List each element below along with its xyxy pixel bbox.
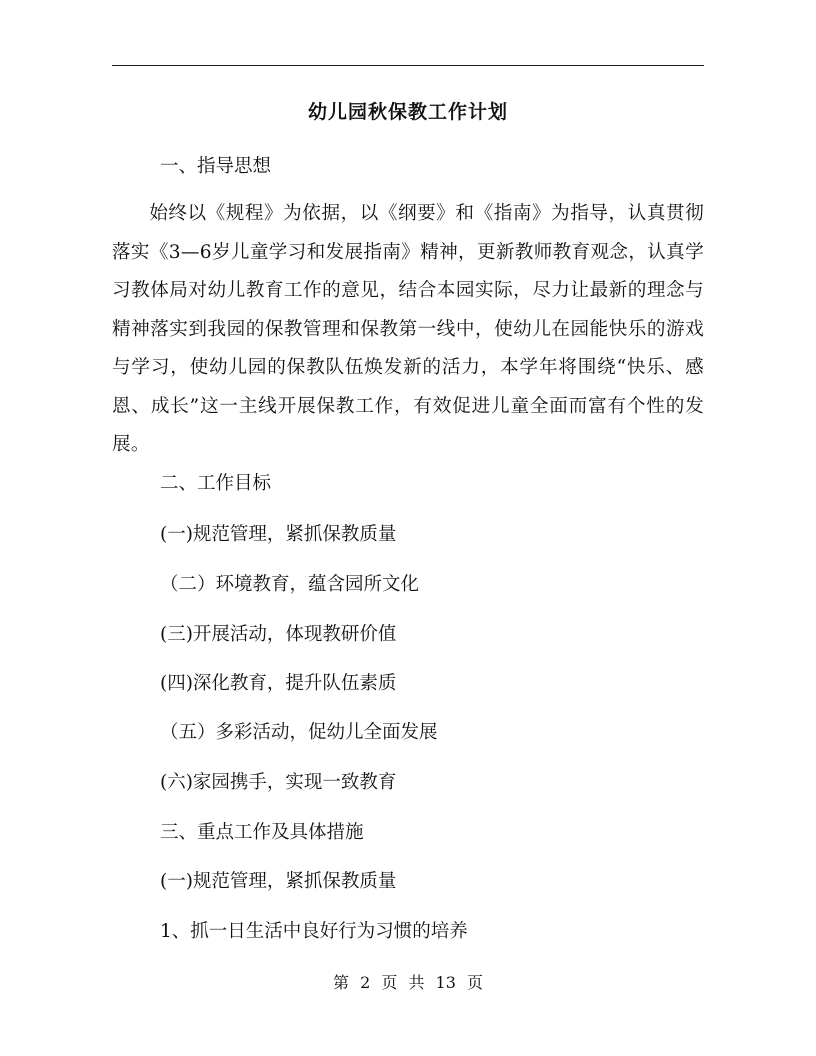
goal-item: （五）多彩活动，促幼儿全面发展 — [160, 722, 438, 743]
goal-item: (六)家园携手，实现一致教育 — [160, 772, 397, 793]
subsection-heading: (一)规范管理，紧抓保教质量 — [160, 871, 397, 892]
header-rule — [112, 65, 704, 66]
section-heading-guiding-ideology: 一、指导思想 — [160, 156, 272, 177]
list-item: 1、抓一日生活中良好行为习惯的培养 — [160, 921, 468, 942]
guiding-ideology-paragraph: 始终以《规程》为依据，以《纲要》和《指南》为指导，认真贯彻落实《3—6岁儿童学习和发展指南》精神，更新教师教育观念，认真学习教体局对幼儿教育工作的意见，结合本园实际，尽力让最新的理念与精神落实到我园的保教管理和保教第一线中，使幼儿在园能快乐的游戏与学习，使幼儿园的保教队伍焕发新的活力，本学年将围绕“快乐、感恩、成长”这一主线开展保教工作，有效促进儿童全面而富有个性的发展。 — [112, 203, 704, 455]
document-title: 幼儿园秋保教工作计划 — [307, 101, 508, 123]
section-heading-key-work: 三、重点工作及具体措施 — [160, 822, 364, 843]
section-heading-work-goals: 二、工作目标 — [160, 473, 272, 494]
page-footer: 第 2 页 共 13 页 — [333, 973, 483, 992]
goal-item: (一)规范管理，紧抓保教质量 — [160, 524, 397, 545]
goal-item: (三)开展活动，体现教研价值 — [160, 624, 397, 645]
goal-item: (四)深化教育，提升队伍素质 — [160, 673, 397, 694]
goal-item: （二）环境教育，蕴含园所文化 — [160, 574, 420, 595]
